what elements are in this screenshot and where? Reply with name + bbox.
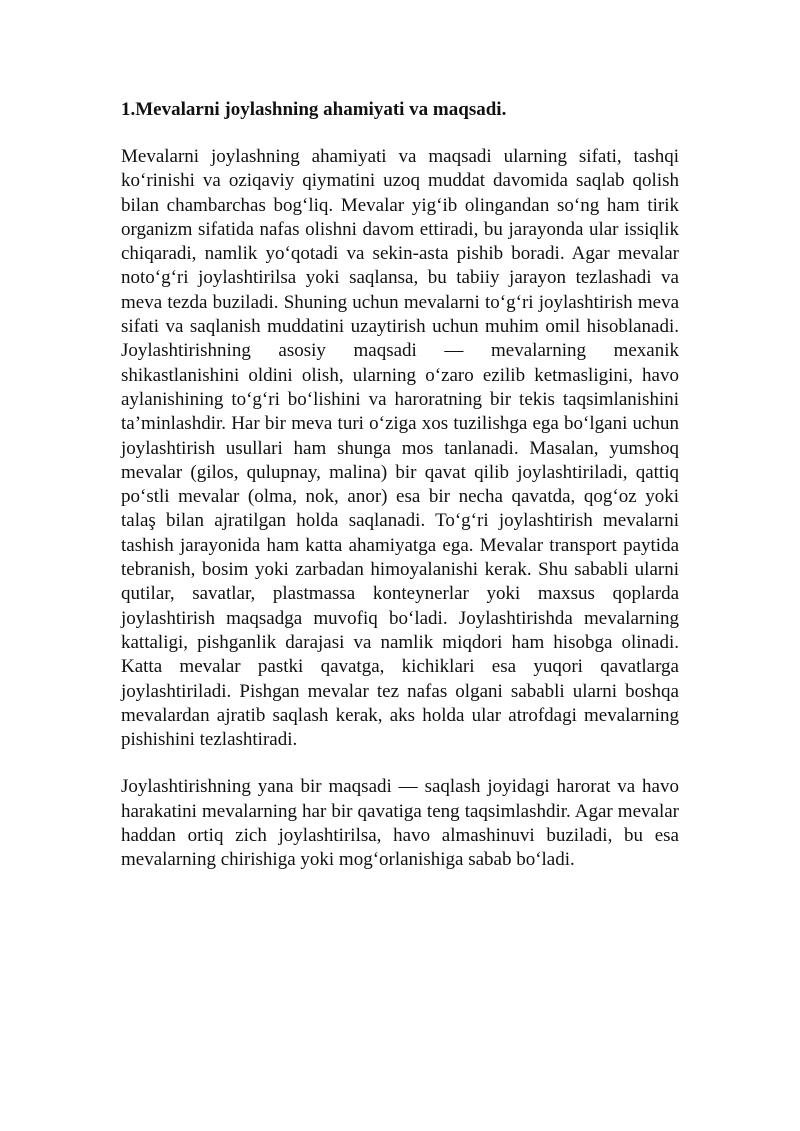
body-paragraph-2: Joylashtirishning yana bir maqsadi — saqlash joyidagi harorat va havo harakatini mevalarning har bir qavatiga teng taqsimlashdir. Agar mevalar haddan ortiq zich joylashtirilsa, havo almashinuvi buziladi, bu esa mevalarning chirishiga yoki mog‘orlanishiga sabab bo‘ladi. [121, 776, 679, 871]
document-page [121, 98, 679, 873]
section-heading: 1.Mevalarni joylashning ahamiyati va maqsadi. [121, 99, 507, 120]
body-paragraph-1: Mevalarni joylashning ahamiyati va maqsadi ularning sifati, tashqi ko‘rinishi va oziqaviy qiymatini uzoq muddat davomida saqlab qolish bilan chambarchas bog‘liq. Mevalar yig‘ib olingandan so‘ng ham tirik organizm sifatida nafas olishni davom ettiradi, bu jarayonda ular issiqlik chiqaradi, namlik yo‘qotadi va sekin-asta pishib boradi. Agar mevalar noto‘g‘ri joylashtirilsa yoki saqlansa, bu tabiiy jarayon tezlashadi va meva tezda buziladi. Shuning uchun mevalarni to‘g‘ri joylashtirish meva sifati va saqlanish muddatini uzaytirish uchun muhim omil hisoblanadi. Joylashtirishning asosiy maqsadi — mevalarning mexanik shikastlanishini oldini olish, ularning o‘zaro ezilib ketmasligini, havo aylanishining to‘g‘ri bo‘lishini va haroratning bir tekis taqsimlanishini ta’minlashdir. Har bir meva turi o‘ziga xos tuzilishga ega bo‘lgani uchun joylashtirish usullari ham shunga mos tanlanadi. Masalan, yumshoq mevalar (gilos, qulupnay, malina) bir qavat qilib joylashtiriladi, qattiq po‘stli mevalar (olma, nok, anor) esa bir necha qavatda, qog‘oz yoki talaş bilan ajratilgan holda saqlanadi. To‘g‘ri joylashtirish mevalarni tashish jarayonida ham katta ahamiyatga ega. Mevalar transport paytida tebranish, bosim yoki zarbadan himoyalanishi kerak. Shu sababli ularni qutilar, savatlar, plastmassa konteynerlar yoki maxsus qoplarda joylashtirish maqsadga muvofiq bo‘ladi. Joylashtirishda mevalarning kattaligi, pishganlik darajasi va namlik miqdori ham hisobga olinadi. Katta mevalar pastki qavatga, kichiklari esa yuqori qavatlarga joylashtiriladi. Pishgan mevalar tez nafas olgani sababli ularni boshqa mevalardan ajratib saqlash kerak, aks holda ular atrofdagi mevalarning pishishini tezlashtiradi. [121, 146, 679, 751]
